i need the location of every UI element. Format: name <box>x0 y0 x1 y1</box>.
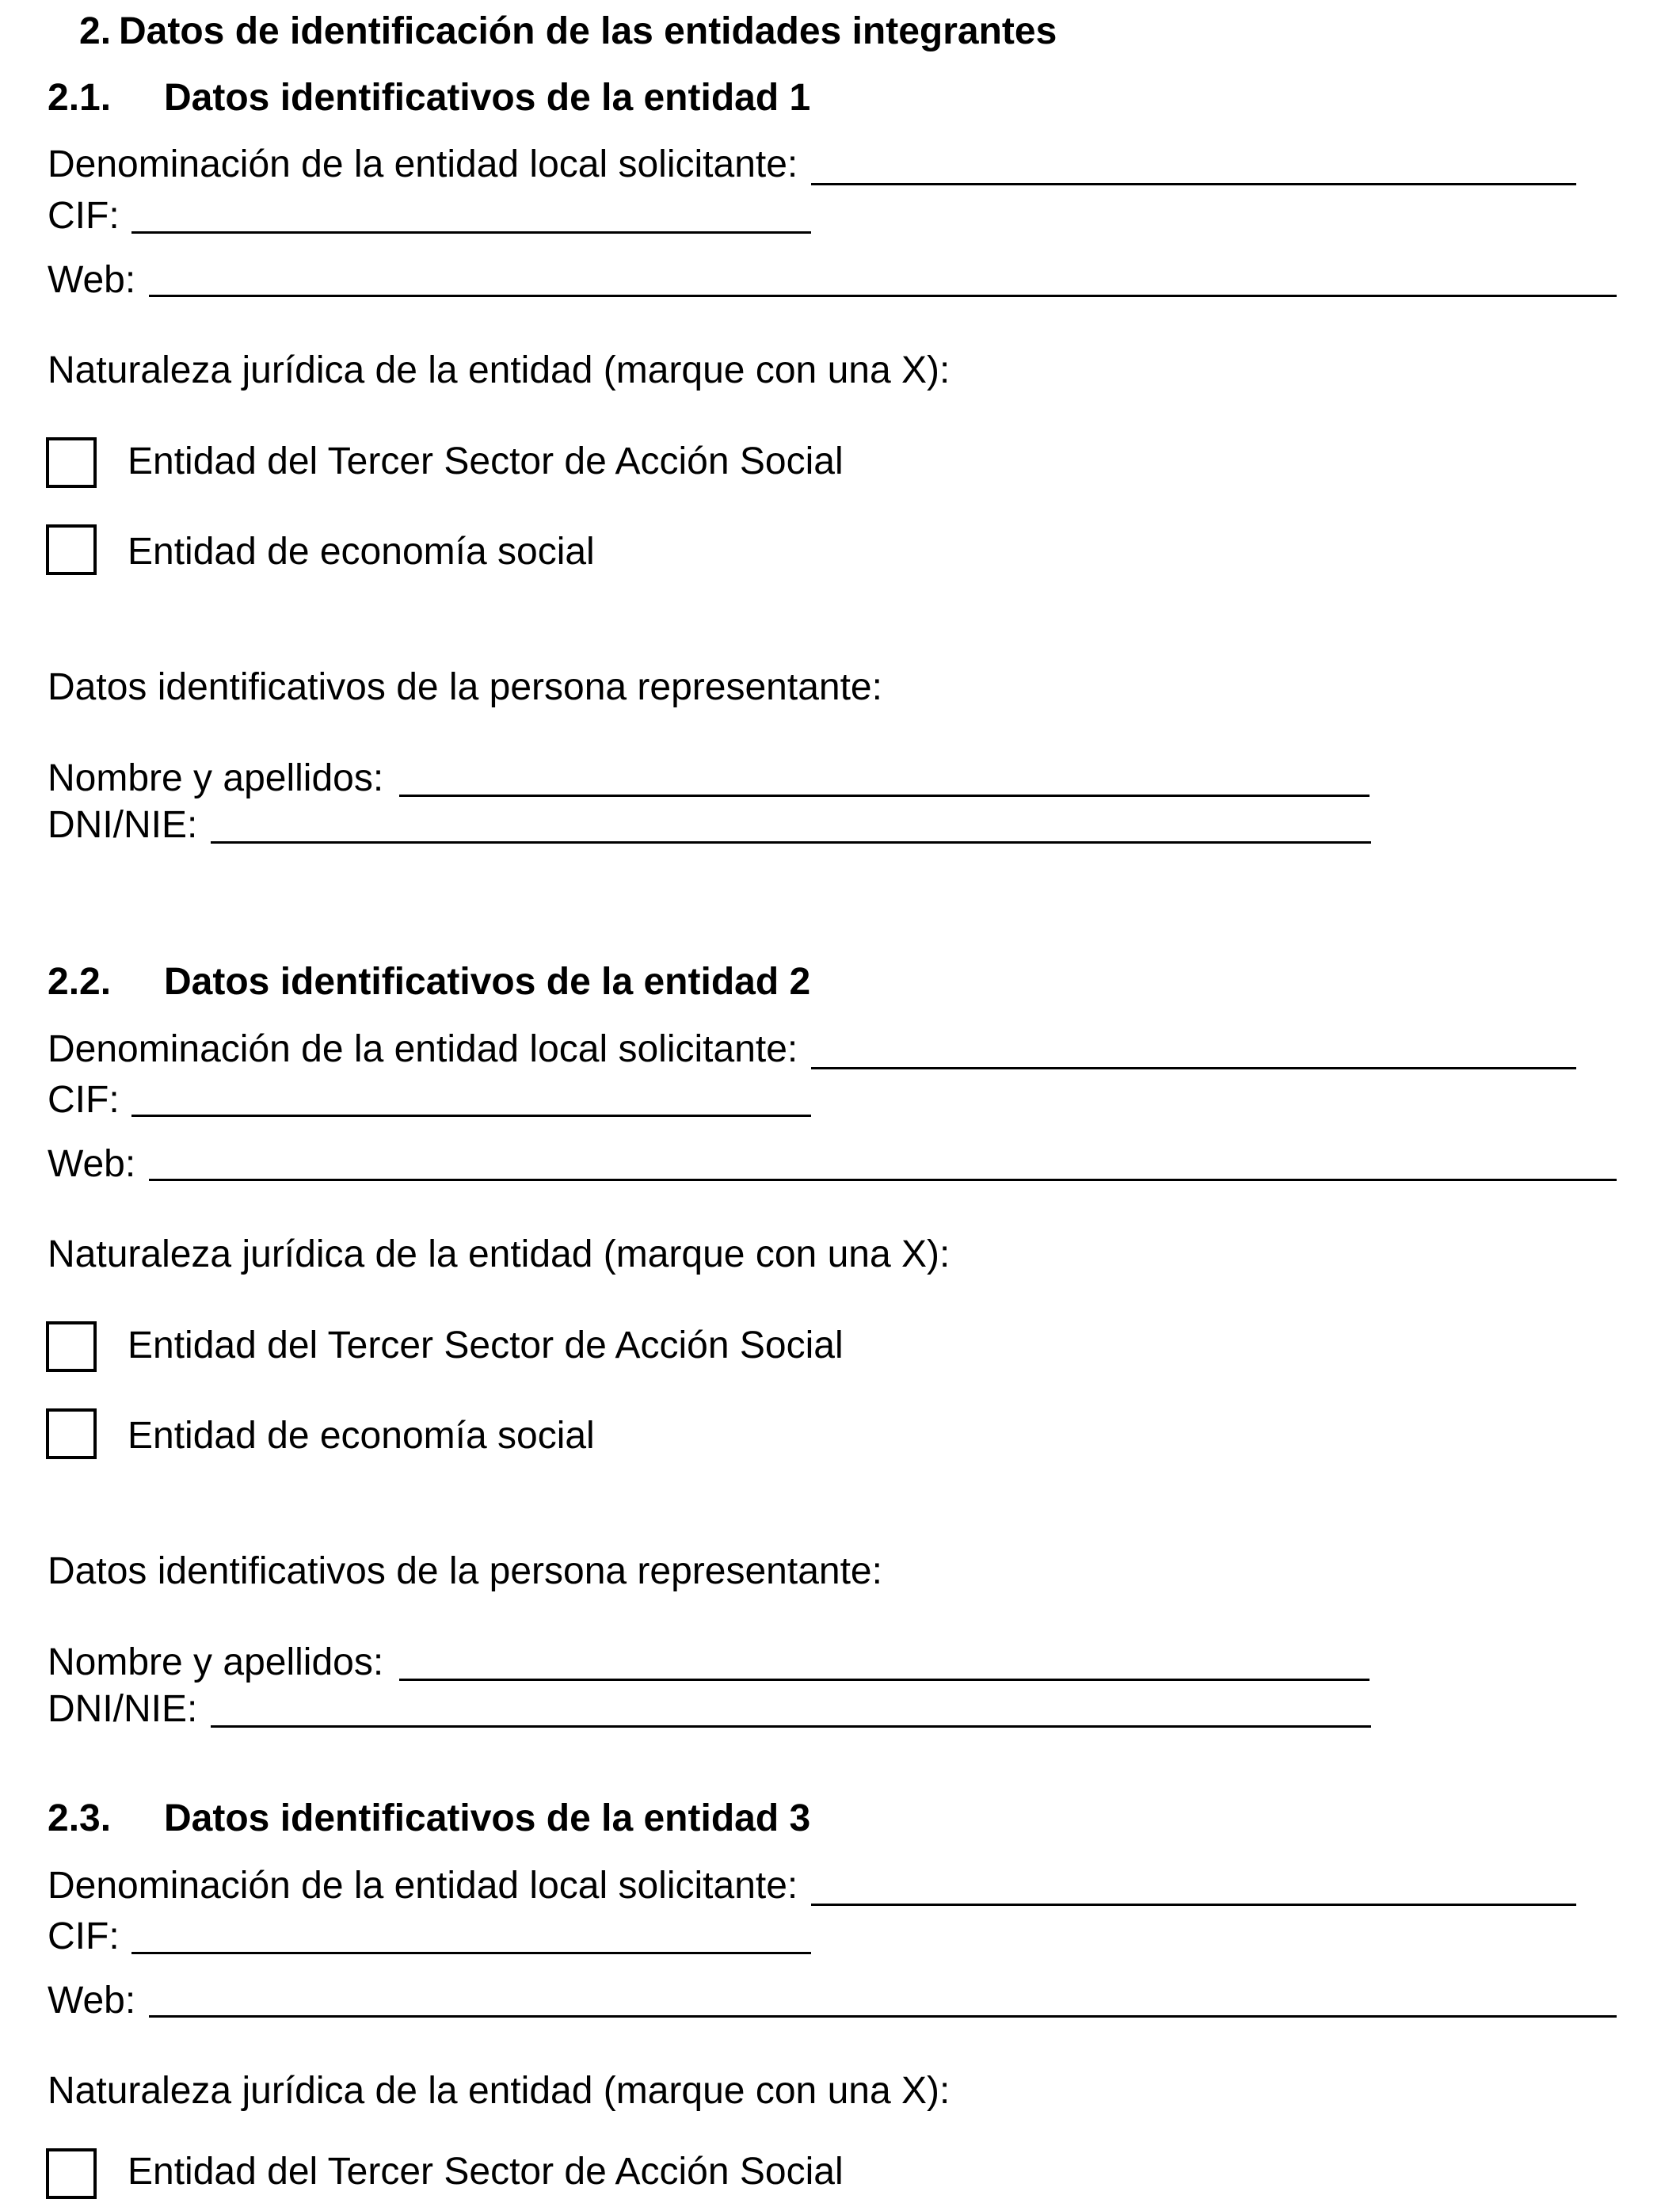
cif-label: CIF: <box>48 1915 120 1957</box>
web-field[interactable] <box>149 2015 1617 2018</box>
main-title: Datos de identificación de las entidades integrantes <box>119 10 1057 52</box>
web-label: Web: <box>48 1143 136 1185</box>
checkbox-tercer-sector[interactable] <box>46 2148 97 2199</box>
naturaleza-label: Naturaleza jurídica de la entidad (marque con una X): <box>48 1233 950 1275</box>
dni-field[interactable] <box>211 841 1371 844</box>
dni-field[interactable] <box>211 1725 1371 1728</box>
option-economia-social-label: Entidad de economía social <box>128 1415 595 1457</box>
cif-field[interactable] <box>131 1952 811 1954</box>
section-title: Datos identificativos de la entidad 2 <box>164 961 811 1003</box>
main-title-number: 2. <box>79 10 112 52</box>
nombre-field[interactable] <box>399 1679 1370 1681</box>
web-field[interactable] <box>149 295 1617 297</box>
representante-label: Datos identificativos de la persona representante: <box>48 1550 882 1592</box>
denominacion-field[interactable] <box>811 1904 1576 1906</box>
representante-label: Datos identificativos de la persona representante: <box>48 666 882 708</box>
section-number: 2.3. <box>48 1797 112 1839</box>
checkbox-tercer-sector[interactable] <box>46 1321 97 1372</box>
checkbox-tercer-sector[interactable] <box>46 437 97 488</box>
dni-label: DNI/NIE: <box>48 804 198 846</box>
option-tercer-sector-label: Entidad del Tercer Sector de Acción Social <box>128 440 844 482</box>
option-tercer-sector-label: Entidad del Tercer Sector de Acción Social <box>128 2151 844 2193</box>
cif-field[interactable] <box>131 1115 811 1117</box>
checkbox-economia-social[interactable] <box>46 1408 97 1459</box>
dni-label: DNI/NIE: <box>48 1688 198 1730</box>
naturaleza-label: Naturaleza jurídica de la entidad (marque con una X): <box>48 349 950 391</box>
section-number: 2.2. <box>48 961 112 1003</box>
denominacion-label: Denominación de la entidad local solicitante: <box>48 1028 798 1070</box>
option-economia-social-label: Entidad de economía social <box>128 531 595 573</box>
section-number: 2.1. <box>48 77 112 119</box>
denominacion-label: Denominación de la entidad local solicitante: <box>48 143 798 185</box>
web-field[interactable] <box>149 1179 1617 1181</box>
cif-label: CIF: <box>48 1079 120 1121</box>
web-label: Web: <box>48 1980 136 2022</box>
web-label: Web: <box>48 259 136 301</box>
denominacion-label: Denominación de la entidad local solicitante: <box>48 1865 798 1907</box>
cif-field[interactable] <box>131 231 811 234</box>
denominacion-field[interactable] <box>811 183 1576 185</box>
nombre-label: Nombre y apellidos: <box>48 757 384 799</box>
nombre-label: Nombre y apellidos: <box>48 1641 384 1683</box>
cif-label: CIF: <box>48 195 120 237</box>
checkbox-economia-social[interactable] <box>46 524 97 575</box>
naturaleza-label: Naturaleza jurídica de la entidad (marque con una X): <box>48 2070 950 2112</box>
section-title: Datos identificativos de la entidad 1 <box>164 77 811 119</box>
section-title: Datos identificativos de la entidad 3 <box>164 1797 811 1839</box>
option-tercer-sector-label: Entidad del Tercer Sector de Acción Social <box>128 1324 844 1366</box>
nombre-field[interactable] <box>399 795 1370 797</box>
denominacion-field[interactable] <box>811 1067 1576 1069</box>
